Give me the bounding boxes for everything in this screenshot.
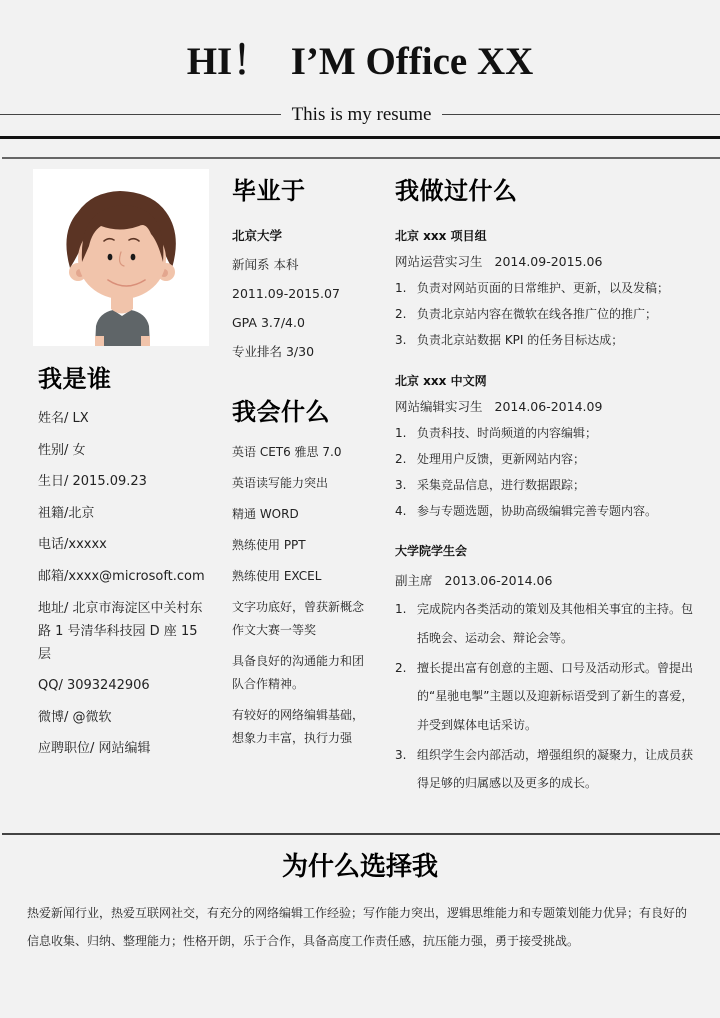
skills-heading: 我会什么 [232, 398, 330, 426]
subtitle-rule-right [442, 114, 720, 115]
info-position: 应聘职位/ 网站编辑 [38, 741, 151, 757]
info-email: 邮箱/xxxx@microsoft.com [38, 568, 205, 584]
info-phone: 电话/xxxxx [38, 537, 107, 553]
skill-item: 熟练使用 EXCEL [232, 569, 322, 583]
education-heading: 毕业于 [232, 177, 306, 205]
education-school: 北京大学 [232, 228, 283, 243]
duty-item [395, 275, 700, 301]
why-me-heading: 为什么选择我 [281, 852, 438, 882]
skill-item: 有较好的网络编辑基础，想象力丰富，执行力强 [232, 708, 365, 745]
header-thick-rule [0, 136, 720, 139]
profile-info-list [38, 407, 210, 769]
resume-subtitle: This is my resume [291, 104, 432, 125]
profile-heading: 我是谁 [38, 365, 112, 393]
duty-text: 负责科技、时尚频道的内容编辑； [417, 426, 598, 440]
duty-item [395, 472, 700, 498]
experience-period: 2013.06-2014.06 [444, 573, 553, 588]
info-name: 姓名/ LX [38, 411, 89, 426]
duty-number: 3. [395, 747, 407, 762]
experience-org: 大学院学生会 [395, 544, 468, 558]
info-hometown: 祖籍/北京 [38, 505, 95, 521]
info-gender: 性别/ 女 [38, 442, 86, 458]
duty-text: 采集竞品信息，进行数据跟踪； [417, 478, 586, 492]
duty-number: 3. [395, 478, 407, 492]
skills-list [232, 441, 375, 758]
duty-item [395, 446, 700, 472]
why-me-text: 热爱新闻行业，热爱互联网社交，有充分的网络编辑工作经验；写作能力突出，逻辑思维能力和专题策划能力优异；有良好的信息收集、归纳、整理能力；性格开朗，乐于合作，具备高度工作责任感，抗压能力强，勇于接受挑战。 [27, 906, 688, 948]
resume-title: HI！ I’M Office XX [186, 40, 534, 83]
info-birthday: 生日/ 2015.09.23 [38, 474, 147, 490]
duty-item [395, 327, 700, 353]
duty-number: 2. [395, 307, 407, 321]
experience-role: 副主席 [395, 573, 433, 588]
duty-number: 2. [395, 452, 407, 466]
duty-item [395, 595, 700, 652]
subtitle-rule-left [0, 114, 281, 115]
duty-number: 4. [395, 504, 407, 518]
skill-item: 英语读写能力突出 [232, 476, 329, 490]
duty-text: 负责对网站页面的日常维护、更新，以及发稿； [417, 281, 670, 295]
info-qq: QQ/ 3093242906 [38, 678, 150, 694]
skill-item: 熟练使用 PPT [232, 538, 306, 552]
duty-number: 1. [395, 602, 407, 616]
info-weibo: 微博/ @微软 [38, 709, 112, 725]
skill-item: 具备良好的沟通能力和团队合作精神。 [232, 654, 365, 691]
experience-group [395, 368, 700, 524]
duty-item [395, 741, 700, 798]
duty-text: 完成院内各类活动的策划及其他相关事宜的主持。包括晚会、运动会、辩论会等。 [417, 602, 694, 645]
duty-item [395, 654, 700, 740]
education-period: 2011.09-2015.07 [232, 286, 340, 301]
duty-text: 组织学生会内部活动，增强组织的凝聚力，让成员获得足够的归属感以及更多的成长。 [417, 747, 694, 790]
experience-heading: 我做过什么 [395, 177, 518, 205]
duty-item [395, 420, 700, 446]
duty-number: 1. [395, 426, 407, 440]
header-divider [2, 157, 720, 159]
duty-text: 参与专题选题，协助高级编辑完善专题内容。 [417, 504, 658, 518]
section-divider [2, 833, 720, 835]
experience-org: 北京 xxx 中文网 [395, 374, 487, 388]
cartoon-avatar-icon [33, 169, 209, 346]
duty-text: 擅长提出富有创意的主题、口号及活动形式。曾提出的“星驰电掣”主题以及迎新标语受到了新生的喜爱，并受到媒体电话采访。 [417, 660, 694, 732]
education-rank: 专业排名 3/30 [232, 344, 315, 359]
skill-item: 精通 WORD [232, 507, 299, 521]
skill-item: 文字功底好，曾获新概念作文大赛一等奖 [232, 600, 365, 637]
experience-org: 北京 xxx 项目组 [395, 229, 487, 243]
duty-text: 负责北京站内容在微软在线各推广位的推广； [417, 307, 658, 321]
education-gpa: GPA 3.7/4.0 [232, 315, 305, 330]
duty-item [395, 301, 700, 327]
experience-role-line [395, 249, 700, 275]
duty-item [395, 498, 700, 524]
duty-number: 3. [395, 333, 407, 347]
experience-role-line [395, 394, 700, 420]
experience-role: 网站编辑实习生 [395, 399, 483, 414]
duty-number: 2. [395, 660, 407, 675]
skill-item: 英语 CET6 雅思 7.0 [232, 445, 342, 459]
experience-period: 2014.09-2015.06 [494, 254, 603, 269]
education-list [232, 226, 377, 371]
education-major: 新闻系 本科 [232, 257, 299, 272]
experience-group [395, 223, 700, 353]
profile-photo [33, 169, 209, 346]
experience-role: 网站运营实习生 [395, 254, 483, 269]
experience-role-line [395, 566, 700, 595]
duty-text: 处理用户反馈，更新网站内容； [417, 452, 586, 466]
experience-period: 2014.06-2014.09 [494, 399, 603, 414]
experience-group [395, 537, 700, 799]
info-address: 地址/ 北京市海淀区中关村东路 1 号清华科技园 D 座 15 层 [38, 600, 203, 662]
duty-number: 1. [395, 281, 407, 295]
duty-text: 负责北京站数据 KPI 的任务目标达成； [417, 333, 624, 347]
